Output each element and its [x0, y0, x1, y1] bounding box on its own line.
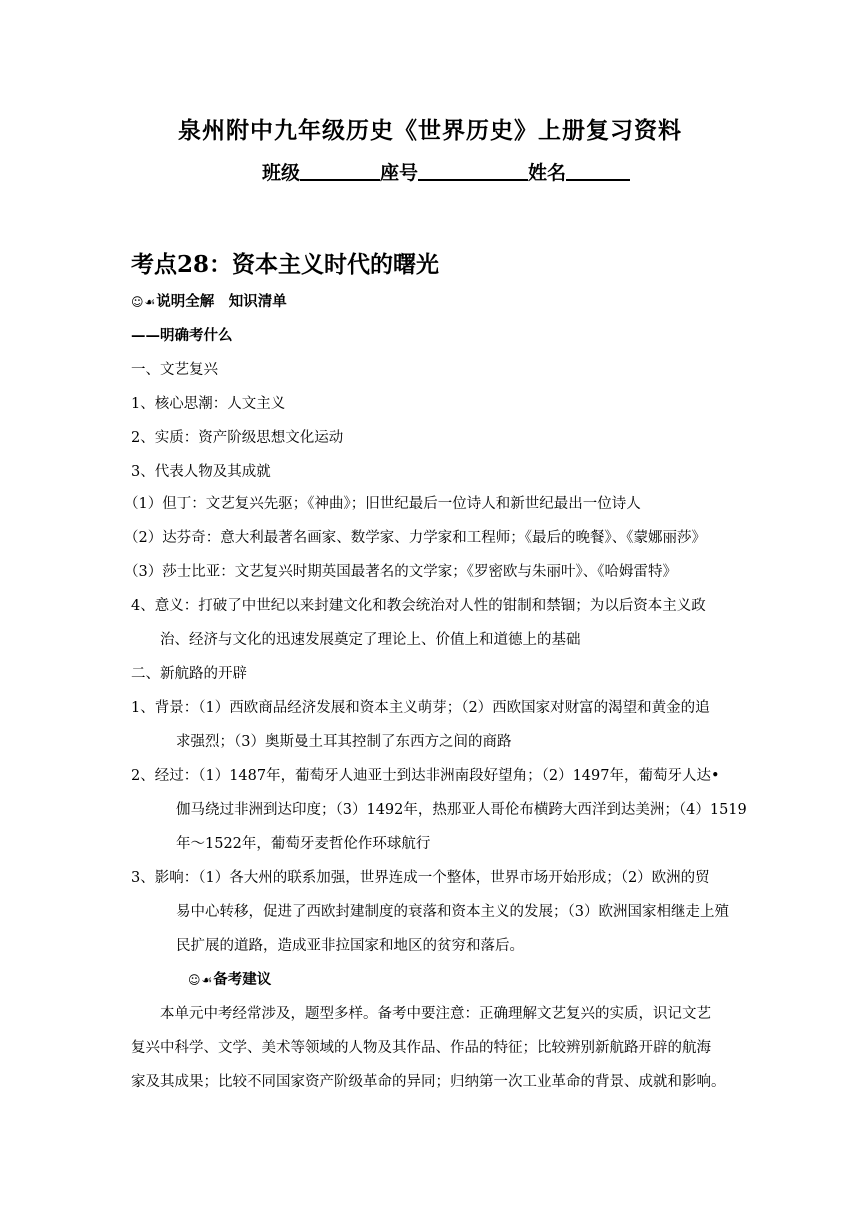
class-blank[interactable] [300, 161, 380, 181]
text-line: 治、经济与文化的迅速发展奠定了理论上、价值上和道德上的基础 [160, 632, 581, 648]
text-line: 民扩展的道路，造成亚非拉国家和地区的贫穷和落后。 [176, 938, 524, 954]
text-line: 2、经过：（1）1487年，葡萄牙人迪亚士到达非洲南段好望角；（2）1497年，葡萄牙人达• [131, 768, 720, 784]
advice-paragraph-line: 本单元中考经常涉及，题型多样。备考中要注意：正确理解文艺复兴的实质，识记文艺 [160, 1006, 711, 1022]
advice-paragraph-line: 家及其成果；比较不同国家资产阶级革命的异同；归纳第一次工业革命的背景、成就和影响。 [131, 1074, 726, 1090]
advice-label: 备考建议 [213, 971, 272, 988]
leaf-icon: ☙ [144, 295, 156, 309]
name-blank[interactable] [566, 161, 630, 181]
explain-label: 说明全解 知识清单 [156, 293, 287, 310]
seat-label: 座号 [380, 162, 419, 184]
text-line: （3）莎士比亚：文艺复兴时期英国最著名的文学家；《罗密欧与朱丽叶》、《哈姆雷特》 [124, 564, 677, 580]
text-line: 年～1522年，葡萄牙麦哲伦作环球航行 [176, 836, 431, 852]
text-line: 4、意义：打破了中世纪以来封建文化和教会统治对人性的钳制和禁锢；为以后资本主义政 [131, 598, 706, 614]
heading-new-routes: 二、新航路的开辟 [131, 666, 247, 682]
seat-blank[interactable] [418, 161, 528, 181]
advice-paragraph-line: 复兴中科学、文学、美术等领域的人物及其作品、作品的特征；比较辨别新航路开辟的航海 [131, 1040, 711, 1056]
clarify-label: ——明确考什么 [131, 327, 233, 344]
smiley-icon: ☺ [188, 973, 201, 987]
leaf-icon: ☙ [201, 973, 213, 987]
section-heading: 考点28：资本主义时代的曙光 [131, 251, 440, 278]
text-line: 3、影响：（1）各大州的联系加强，世界连成一个整体，世界市场开始形成；（2）欧洲的贸 [131, 870, 710, 886]
class-label: 班级 [262, 162, 301, 184]
text-line: 求强烈；（3）奥斯曼土耳其控制了东西方之间的商路 [176, 734, 512, 750]
smiley-icon: ☺ [131, 295, 144, 309]
text-line: 1、背景：（1）西欧商品经济发展和资本主义萌芽；（2）西欧国家对财富的渴望和黄金的追 [131, 700, 710, 716]
text-line: 1、核心思潮：人文主义 [131, 396, 286, 412]
student-info-line [262, 158, 630, 185]
heading-renaissance: 一、文艺复兴 [131, 362, 218, 378]
text-line: （2）达芬奇：意大利最著名画家、数学家、力学家和工程师；《最后的晚餐》、《蒙娜丽莎》 [124, 530, 706, 546]
text-line: 伽马绕过非洲到达印度；（3）1492年，热那亚人哥伦布横跨大西洋到达美洲；（4）1519 [176, 802, 747, 818]
text-line: 2、实质：资产阶级思想文化运动 [131, 430, 344, 446]
document-title: 泉州附中九年级历史《世界历史》上册复习资料 [178, 117, 682, 144]
text-line: 3、代表人物及其成就 [131, 464, 271, 480]
text-line: 易中心转移，促进了西欧封建制度的衰落和资本主义的发展；（3）欧洲国家相继走上殖 [176, 904, 729, 920]
name-label: 姓名 [528, 162, 567, 184]
text-line: （1）但丁：文艺复兴先驱；《神曲》；旧世纪最后一位诗人和新世纪最出一位诗人 [124, 496, 641, 512]
advice-label-line [188, 970, 271, 990]
explain-label-line [131, 292, 287, 312]
